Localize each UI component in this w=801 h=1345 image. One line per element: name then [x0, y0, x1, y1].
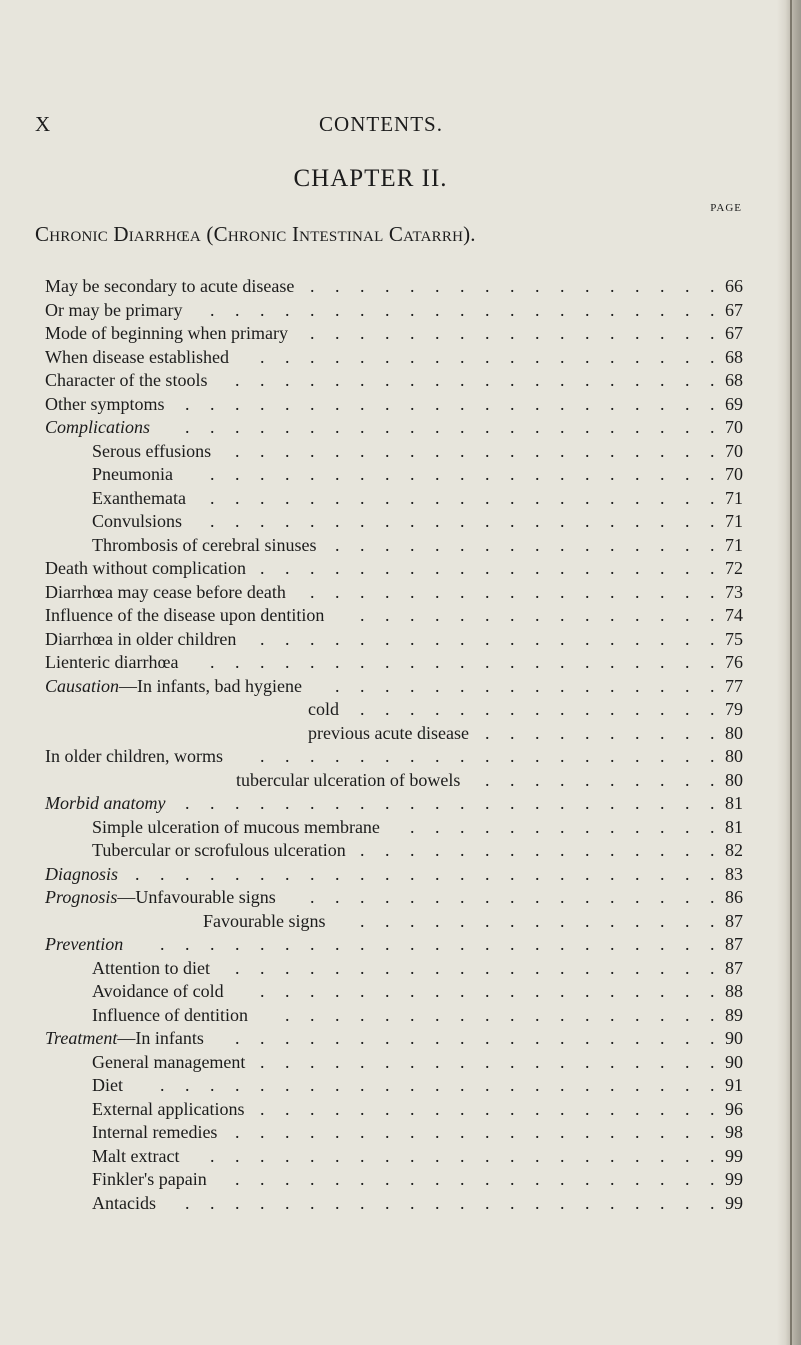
contents-entry: [35, 604, 787, 628]
dot-leaders: . . . . . . . . . . . . . . . .: [335, 534, 715, 555]
running-title: CONTENTS.: [319, 112, 443, 136]
contents-entry-page: 89: [725, 1004, 743, 1025]
contents-entry: [35, 510, 787, 534]
contents-entry: [35, 275, 787, 299]
dot-leaders: . . . . . . . . . . . . . . . . . . . . .: [210, 1145, 715, 1166]
dot-leaders: . . . . . . . . . . . . . . . . . . . . .: [210, 487, 715, 508]
contents-entry-title: previous acute disease: [308, 722, 469, 743]
dot-leaders: . . . . . . . . . . . . . . . . . . .: [260, 981, 715, 1001]
contents-entry: [35, 980, 787, 1004]
contents-entry: [35, 886, 787, 910]
contents-entry-title: cold: [308, 699, 339, 719]
contents-entry: [35, 557, 787, 581]
contents-entry: [35, 628, 787, 652]
contents-entry-title: Simple ulceration of mucous membrane: [92, 816, 380, 837]
dot-leaders: . . . . . . . . . . . . . . . .: [335, 675, 715, 696]
contents-entry: [35, 1192, 787, 1216]
contents-entry-title: Attention to diet: [92, 957, 210, 978]
contents-entry: [35, 487, 787, 511]
contents-entry-title: Diet: [92, 1075, 123, 1095]
contents-entry-title: Prognosis—Unfavourable signs: [45, 887, 276, 907]
contents-entry-title: Morbid anatomy: [45, 793, 166, 813]
dot-leaders: . . . . . . . . . . . . . . . . . . . . .: [210, 299, 715, 320]
dot-leaders: . . . . . . . . . . . . . . . . . . . . . . . .: [135, 863, 715, 884]
dot-leaders: . . . . . . . . . . . . . . . . . . .: [260, 628, 715, 649]
contents-entry: [35, 1168, 787, 1192]
contents-entry-title: Pneumonia: [92, 464, 173, 484]
contents-entry-title: Avoidance of cold: [92, 981, 224, 1001]
contents-entry-page: 77: [725, 675, 743, 696]
dot-leaders: . . . . . . . . . . . . . . . . . . . .: [235, 957, 715, 978]
dot-leaders: . . . . . . . . . . . . . . . . . . . .: [235, 440, 715, 461]
contents-entry-page: 88: [725, 981, 743, 1001]
contents-entry: [35, 651, 787, 675]
contents-entry-title: Malt extract: [92, 1145, 180, 1166]
dot-leaders: . . . . . . . . . . . . . . . . . . . .: [235, 1028, 715, 1048]
contents-entry: [35, 393, 787, 417]
contents-entry: [35, 369, 787, 393]
contents-entry-page: 90: [725, 1051, 743, 1072]
contents-entry-page: 72: [725, 558, 743, 578]
contents-entry-page: 80: [725, 769, 743, 790]
dot-leaders: . . . . . . . . . . . . . . . . . . . . .: [210, 464, 715, 484]
contents-entry-page: 71: [725, 534, 743, 555]
dot-leaders: . . . . . . . . . . . . . . . . . . . . .: [210, 511, 715, 531]
chapter-subtitle-text: Chronic Diarrhœa (Chronic Intestinal Catarrh).: [35, 222, 476, 246]
page-folio: X: [35, 112, 51, 136]
contents-entry: [35, 440, 787, 464]
contents-entry-page: 80: [725, 722, 743, 743]
contents-entry: [35, 1051, 787, 1075]
contents-entry: [35, 1074, 787, 1098]
contents-entry-title: Internal remedies: [92, 1122, 218, 1142]
contents-entry-page: 90: [725, 1028, 743, 1048]
chapter-heading: CHAPTER II.: [293, 165, 448, 192]
contents-entry: [35, 769, 787, 793]
page-edge-line: [790, 0, 792, 1345]
contents-entry: [35, 675, 787, 699]
contents-entry-title: Death without complication: [45, 558, 246, 578]
dot-leaders: . . . . . . . . . . . . . . . . . . .: [260, 746, 715, 766]
dot-leaders: . . . . . . . . . . . . . . . . . . . .: [235, 1169, 715, 1189]
contents-entry-page: 66: [725, 276, 743, 296]
contents-list: [35, 275, 787, 1215]
dot-leaders: . . . . . . . . . . . . . . . . . . . . . . .: [160, 934, 715, 954]
dot-leaders: . . . . . . . . . . . . . . . . . . . .: [235, 370, 715, 390]
contents-entry-page: 71: [725, 511, 743, 531]
contents-entry-page: 99: [725, 1169, 743, 1189]
contents-entry-page: 70: [725, 464, 743, 484]
contents-entry-page: 70: [725, 417, 743, 437]
contents-entry-title: Antacids: [92, 1192, 156, 1213]
contents-entry-page: 98: [725, 1122, 743, 1142]
dot-leaders: . . . . . . . . . . . . . . . . . . .: [260, 346, 715, 367]
contents-entry-page: 70: [725, 440, 743, 461]
contents-entry-title: General management: [92, 1051, 246, 1072]
contents-entry-page: 76: [725, 652, 743, 672]
contents-entry-title: May be secondary to acute disease: [45, 276, 295, 296]
contents-entry-page: 82: [725, 840, 743, 860]
contents-entry-title: When disease established: [45, 346, 229, 367]
dot-leaders: . . . . . . . . . . . . . . . . . . . .: [235, 1122, 715, 1142]
contents-entry-title: tubercular ulceration of bowels: [236, 769, 461, 790]
contents-entry: [35, 698, 787, 722]
dot-leaders: . . . . . . . . . . . . . . . . .: [310, 581, 715, 602]
contents-entry: [35, 933, 787, 957]
contents-entry-page: 80: [725, 746, 743, 766]
contents-entry: [35, 1098, 787, 1122]
contents-entry: [35, 1121, 787, 1145]
contents-entry-page: 67: [725, 323, 743, 343]
contents-entry-page: 81: [725, 816, 743, 837]
contents-entry-title: Other symptoms: [45, 393, 165, 414]
contents-entry-title: In older children, worms: [45, 746, 223, 766]
dot-leaders: . . . . . . . . . . . . . . . . . . . . . .: [185, 793, 715, 813]
contents-entry: [35, 816, 787, 840]
running-head: [0, 112, 801, 142]
contents-entry-page: 99: [725, 1145, 743, 1166]
contents-entry-page: 68: [725, 370, 743, 390]
contents-entry-title: Complications: [45, 417, 151, 437]
contents-entry: [35, 792, 787, 816]
contents-entry-title: Treatment—In infants: [45, 1028, 204, 1048]
contents-entry: [35, 322, 787, 346]
dot-leaders: . . . . . . . . . . . . . . . . . . . . . .: [185, 1192, 715, 1213]
contents-entry-page: 69: [725, 393, 743, 414]
contents-entry-title: Tubercular or scrofulous ulceration: [92, 840, 346, 860]
dot-leaders: . . . . . . . . . . . . . . .: [360, 840, 715, 860]
contents-entry-title: External applications: [92, 1098, 245, 1119]
contents-entry-page: 74: [725, 605, 743, 625]
contents-entry: [35, 1027, 787, 1051]
contents-entry-page: 99: [725, 1192, 743, 1213]
contents-entry-title: Influence of the disease upon dentition: [45, 605, 325, 625]
contents-entry-title: Diarrhœa may cease before death: [45, 581, 286, 602]
contents-entry-page: 86: [725, 887, 743, 907]
contents-entry-title: Or may be primary: [45, 299, 183, 320]
contents-entry-title: Favourable signs: [203, 910, 326, 931]
contents-entry-title: Convulsions: [92, 511, 183, 531]
contents-entry: [35, 463, 787, 487]
contents-entry: [35, 745, 787, 769]
dot-leaders: . . . . . . . . . . . . . . .: [360, 910, 715, 931]
dot-leaders: . . . . . . . . . . . . . . . . . . . . . .: [185, 393, 715, 414]
contents-entry: [35, 957, 787, 981]
contents-entry: [35, 416, 787, 440]
contents-entry-page: 87: [725, 957, 743, 978]
contents-entry-title: Exanthemata: [92, 487, 186, 508]
contents-entry: [35, 299, 787, 323]
contents-entry: [35, 534, 787, 558]
contents-entry: [35, 839, 787, 863]
contents-entry: [35, 863, 787, 887]
dot-leaders: . . . . . . . . . . . . . . . . . . .: [260, 1051, 715, 1072]
contents-entry-title: Prevention: [45, 934, 124, 954]
dot-leaders: . . . . . . . . . . . . . . . . . . . . . . .: [160, 1075, 715, 1095]
dot-leaders: . . . . . . . . . . . . . . . . .: [310, 276, 715, 296]
contents-entry-title: Diagnosis: [45, 863, 119, 884]
contents-entry-title: Influence of dentition: [92, 1004, 248, 1025]
contents-entry: [35, 581, 787, 605]
contents-entry-title: Causation—In infants, bad hygiene: [45, 675, 302, 696]
contents-entry-page: 87: [725, 910, 743, 931]
dot-leaders: . . . . . . . . . . . . . . . . . . .: [260, 1098, 715, 1119]
contents-entry-page: 83: [725, 863, 743, 884]
contents-entry-page: 96: [725, 1098, 743, 1119]
contents-entry-page: 87: [725, 934, 743, 954]
contents-entry: [35, 722, 787, 746]
contents-entry-title: Character of the stools: [45, 370, 208, 390]
dot-leaders: . . . . . . . . . . . . . . . . . . . . .: [210, 652, 715, 672]
dot-leaders: . . . . . . . . . .: [485, 769, 715, 790]
dot-leaders: . . . . . . . . . . . . . . .: [360, 605, 715, 625]
contents-entry: [35, 1145, 787, 1169]
contents-entry-page: 79: [725, 699, 743, 719]
contents-entry-page: 71: [725, 487, 743, 508]
contents-entry-title: Lienteric diarrhœa: [45, 652, 179, 672]
contents-entry-page: 91: [725, 1075, 743, 1095]
page-column-label: PAGE: [710, 202, 742, 214]
contents-entry-page: 68: [725, 346, 743, 367]
dot-leaders: . . . . . . . . . . . . . . . . .: [310, 887, 715, 907]
chapter-subtitle: [35, 222, 715, 247]
contents-entry-page: 75: [725, 628, 743, 649]
dot-leaders: . . . . . . . . . . . . . . . . .: [310, 323, 715, 343]
contents-entry-title: Diarrhœa in older children: [45, 628, 237, 649]
contents-entry: [35, 910, 787, 934]
contents-entry-page: 81: [725, 793, 743, 813]
dot-leaders: . . . . . . . . . . . . . . . . . . .: [260, 558, 715, 578]
contents-entry-page: 73: [725, 581, 743, 602]
dot-leaders: . . . . . . . . . . . . . . . . . . . . . .: [185, 417, 715, 437]
contents-entry: [35, 1004, 787, 1028]
dot-leaders: . . . . . . . . . .: [485, 722, 715, 743]
contents-entry-title: Finkler's papain: [92, 1169, 207, 1189]
contents-entry-title: Serous effusions: [92, 440, 212, 461]
contents-entry: [35, 346, 787, 370]
dot-leaders: . . . . . . . . . . . . .: [410, 816, 715, 837]
contents-entry-title: Thrombosis of cerebral sinuses: [92, 534, 317, 555]
dot-leaders: . . . . . . . . . . . . . . .: [360, 699, 715, 719]
contents-entry-title: Mode of beginning when primary: [45, 323, 288, 343]
dot-leaders: . . . . . . . . . . . . . . . . . .: [285, 1004, 715, 1025]
contents-entry-page: 67: [725, 299, 743, 320]
